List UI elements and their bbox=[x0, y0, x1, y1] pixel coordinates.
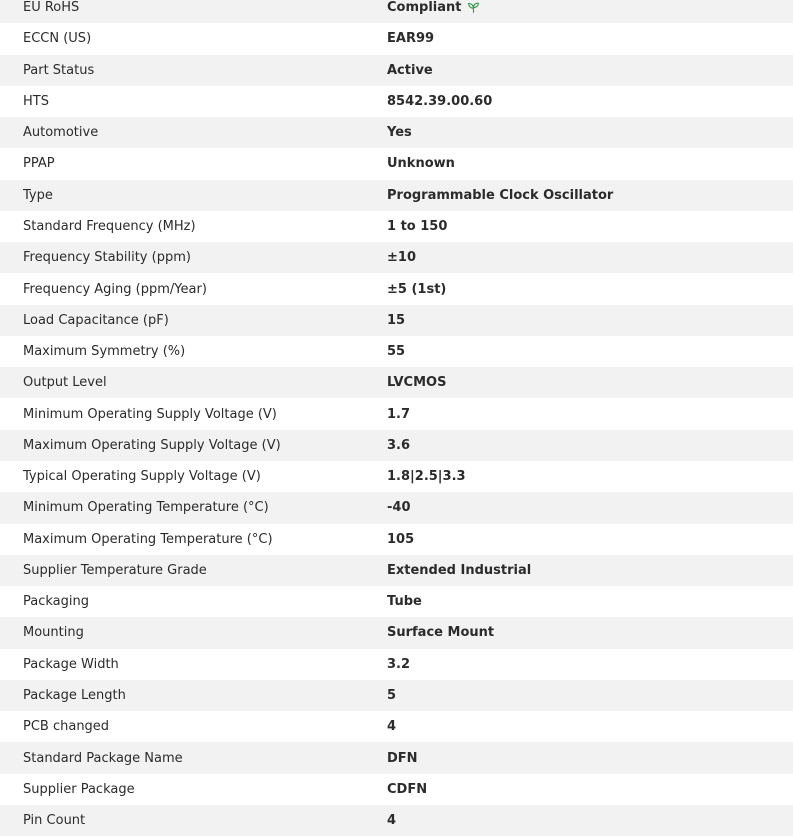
spec-row bbox=[0, 774, 793, 805]
spec-value-text: 105 bbox=[387, 531, 415, 547]
spec-row bbox=[0, 305, 793, 336]
spec-label: Mounting bbox=[23, 625, 84, 641]
spec-label: Frequency Stability (ppm) bbox=[23, 250, 191, 266]
spec-row bbox=[0, 492, 793, 523]
leaf-icon bbox=[467, 1, 480, 14]
spec-value-text: EAR99 bbox=[387, 31, 435, 47]
spec-value-text: 15 bbox=[387, 312, 406, 328]
spec-value-text: Extended Industrial bbox=[387, 562, 532, 578]
spec-value bbox=[387, 500, 793, 515]
spec-row bbox=[0, 55, 793, 86]
spec-row bbox=[0, 649, 793, 680]
spec-label: Part Status bbox=[23, 62, 95, 78]
spec-value bbox=[387, 344, 793, 359]
spec-value bbox=[387, 407, 793, 422]
spec-row bbox=[0, 430, 793, 461]
spec-label: Standard Frequency (MHz) bbox=[23, 218, 196, 234]
spec-label: EU RoHS bbox=[23, 0, 80, 16]
spec-label: Maximum Symmetry (%) bbox=[23, 344, 186, 360]
spec-label: ECCN (US) bbox=[23, 31, 92, 47]
spec-row bbox=[0, 336, 793, 367]
spec-row bbox=[0, 680, 793, 711]
spec-row bbox=[0, 117, 793, 148]
spec-label: Maximum Operating Supply Voltage (V) bbox=[23, 437, 281, 453]
spec-value-text: 55 bbox=[387, 344, 406, 360]
spec-value-text: 8542.39.00.60 bbox=[387, 93, 493, 109]
spec-value bbox=[387, 594, 793, 609]
spec-row bbox=[0, 555, 793, 586]
spec-value-text: Yes bbox=[387, 125, 412, 141]
spec-row bbox=[0, 23, 793, 54]
spec-label: Automotive bbox=[23, 125, 99, 141]
spec-label: Load Capacitance (pF) bbox=[23, 312, 169, 328]
spec-value bbox=[387, 156, 793, 171]
spec-value-text: LVCMOS bbox=[387, 375, 447, 391]
spec-value-text: Compliant bbox=[387, 0, 462, 16]
spec-label: Maximum Operating Temperature (°C) bbox=[23, 531, 273, 547]
spec-value-text: DFN bbox=[387, 750, 418, 766]
spec-value-text: ±5 (1st) bbox=[387, 281, 447, 297]
spec-label: Pin Count bbox=[23, 813, 86, 829]
spec-value bbox=[387, 219, 793, 234]
spec-row bbox=[0, 617, 793, 648]
spec-row bbox=[0, 398, 793, 429]
spec-label: Type bbox=[23, 187, 53, 203]
spec-value bbox=[387, 438, 793, 453]
spec-value bbox=[387, 63, 793, 78]
spec-row bbox=[0, 86, 793, 117]
spec-label: Frequency Aging (ppm/Year) bbox=[23, 281, 207, 297]
spec-value-text: 1.8|2.5|3.3 bbox=[387, 469, 466, 485]
spec-value-text: 1 to 150 bbox=[387, 218, 448, 234]
spec-label: PCB changed bbox=[23, 719, 110, 735]
spec-label: Typical Operating Supply Voltage (V) bbox=[23, 469, 261, 485]
spec-value bbox=[387, 782, 793, 797]
spec-value bbox=[387, 282, 793, 297]
spec-value bbox=[387, 719, 793, 734]
spec-value bbox=[387, 657, 793, 672]
spec-value-text: CDFN bbox=[387, 781, 428, 797]
spec-label: Output Level bbox=[23, 375, 107, 391]
spec-label: Minimum Operating Supply Voltage (V) bbox=[23, 406, 277, 422]
spec-row bbox=[0, 273, 793, 304]
spec-value bbox=[387, 688, 793, 703]
spec-value bbox=[387, 188, 793, 203]
spec-row bbox=[0, 211, 793, 242]
spec-label: Package Width bbox=[23, 656, 119, 672]
spec-row bbox=[0, 742, 793, 773]
spec-value bbox=[387, 31, 793, 46]
spec-value bbox=[387, 125, 793, 140]
spec-value-text: 5 bbox=[387, 687, 397, 703]
spec-value-text: 1.7 bbox=[387, 406, 411, 422]
spec-value bbox=[387, 751, 793, 766]
spec-value-text: 4 bbox=[387, 719, 397, 735]
spec-row bbox=[0, 524, 793, 555]
spec-value-text: ±10 bbox=[387, 250, 416, 266]
spec-value bbox=[387, 375, 793, 390]
spec-value bbox=[387, 469, 793, 484]
spec-value-text: Active bbox=[387, 62, 433, 78]
spec-label: Standard Package Name bbox=[23, 750, 183, 766]
spec-value-text: 3.2 bbox=[387, 656, 411, 672]
spec-row bbox=[0, 461, 793, 492]
spec-row bbox=[0, 805, 793, 836]
spec-value bbox=[387, 625, 793, 640]
spec-row bbox=[0, 586, 793, 617]
spec-value-text: Surface Mount bbox=[387, 625, 495, 641]
spec-value-text: 4 bbox=[387, 813, 397, 829]
spec-row bbox=[0, 367, 793, 398]
spec-value bbox=[387, 532, 793, 547]
spec-value-text: 3.6 bbox=[387, 437, 411, 453]
spec-row bbox=[0, 242, 793, 273]
spec-value-text: Programmable Clock Oscillator bbox=[387, 187, 614, 203]
spec-label: HTS bbox=[23, 93, 49, 109]
spec-row bbox=[0, 148, 793, 179]
spec-label: Packaging bbox=[23, 594, 89, 610]
spec-value bbox=[387, 250, 793, 265]
spec-label: Supplier Package bbox=[23, 781, 135, 797]
spec-value-text: Tube bbox=[387, 594, 422, 610]
spec-label: Package Length bbox=[23, 687, 126, 703]
spec-label: Minimum Operating Temperature (°C) bbox=[23, 500, 269, 516]
spec-row bbox=[0, 0, 793, 23]
spec-value bbox=[387, 813, 793, 828]
spec-value bbox=[387, 563, 793, 578]
spec-value bbox=[387, 94, 793, 109]
spec-value bbox=[387, 313, 793, 328]
spec-value bbox=[387, 0, 793, 15]
spec-row bbox=[0, 180, 793, 211]
spec-label: Supplier Temperature Grade bbox=[23, 562, 207, 578]
spec-value-text: -40 bbox=[387, 500, 411, 516]
spec-label: PPAP bbox=[23, 156, 55, 172]
spec-row bbox=[0, 711, 793, 742]
spec-value-text: Unknown bbox=[387, 156, 455, 172]
